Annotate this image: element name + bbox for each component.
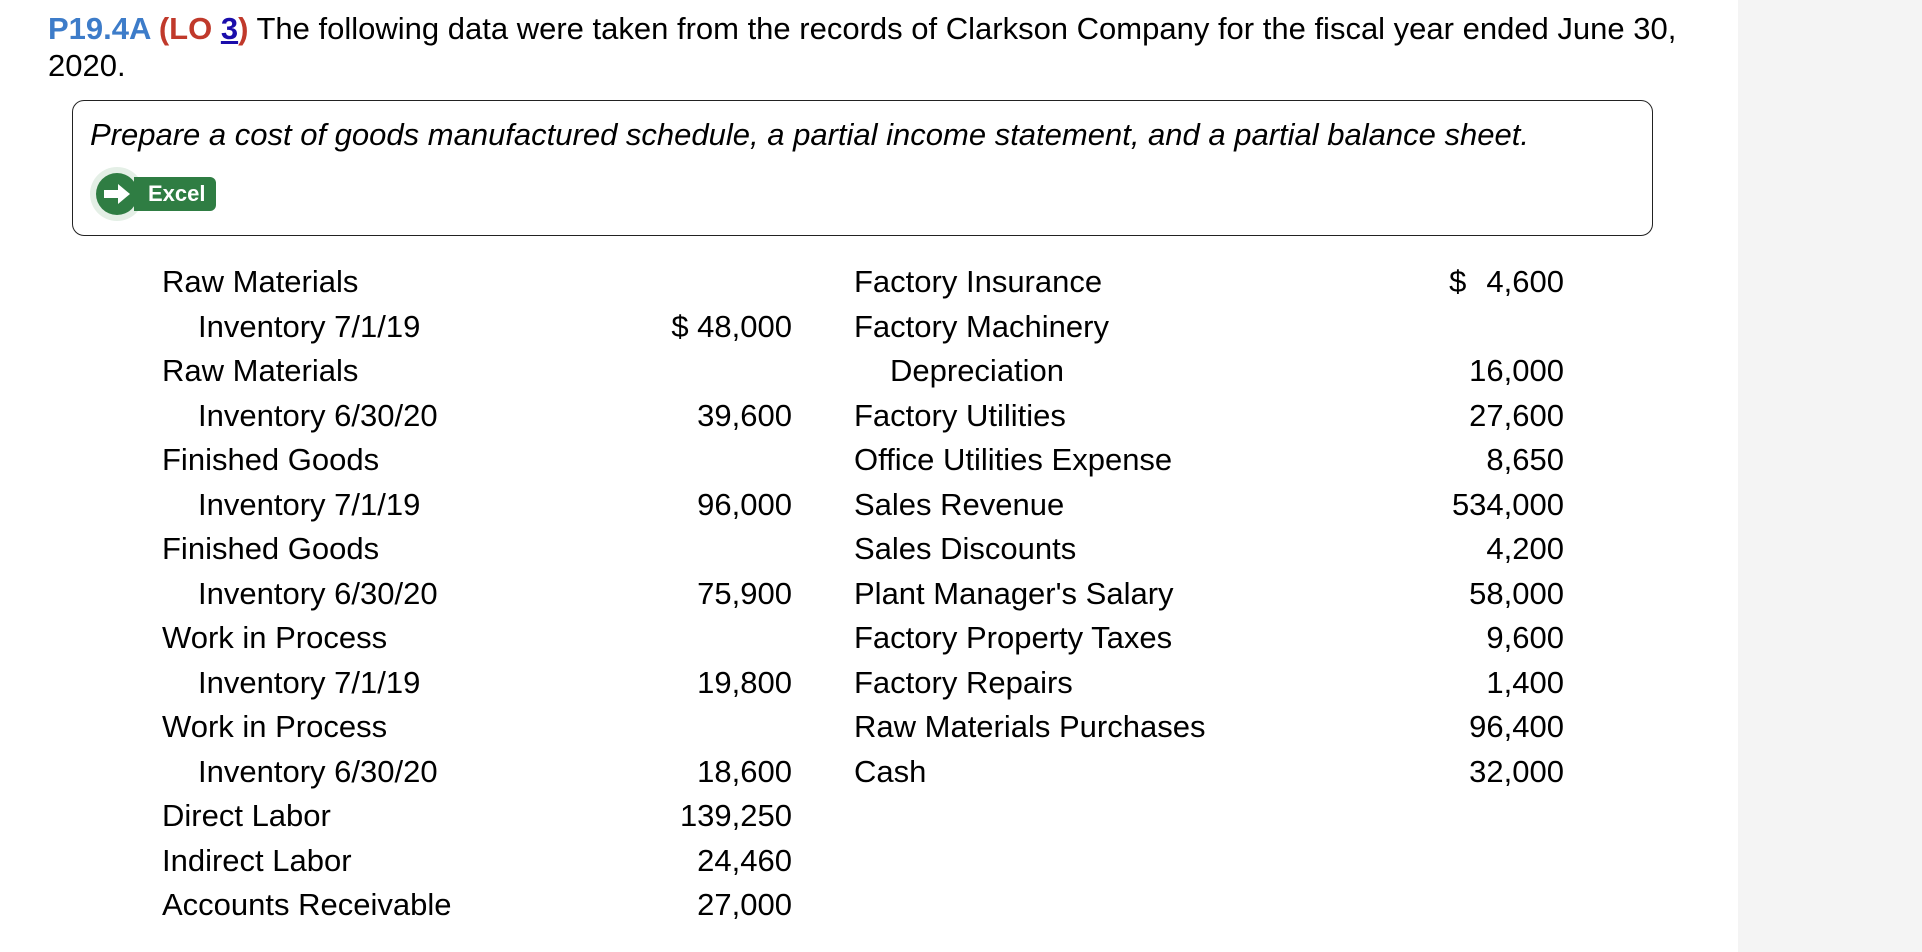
row-label: Factory Repairs [854,664,1073,700]
arrow-circle [96,173,138,215]
table-row [162,305,792,350]
row-label: Inventory 7/1/19 [198,664,421,700]
table-row [162,794,792,839]
row-label: Inventory 7/1/19 [198,486,421,522]
problem-statement: The following data were taken from the records of Clarkson Company for the fiscal year ended June 30, 2020. [48,11,1677,83]
table-row [854,438,1564,483]
table-row [162,661,792,706]
lo-open-text: (LO [150,11,221,46]
row-value: 18,600 [697,753,792,789]
cut-off-heading-mark [48,946,188,952]
row-label: Inventory 6/30/20 [198,753,438,789]
table-row [854,483,1564,528]
excel-label: Excel [134,177,216,211]
row-label: Factory Insurance [854,264,1103,299]
row-label: Finished Goods [162,531,380,566]
row-value: 96,000 [697,486,792,522]
row-label: Office Utilities Expense [854,442,1173,477]
data-table-left [162,260,792,928]
row-label: Accounts Receivable [162,887,452,922]
table-row [854,527,1564,572]
instruction-box [72,100,1653,236]
row-amount: 4,600 [1486,264,1564,299]
table-row [162,616,792,661]
row-label: Work in Process [162,709,388,744]
row-label: Sales Discounts [854,531,1077,566]
problem-heading [48,10,1688,84]
row-label: Inventory 6/30/20 [198,397,438,433]
table-row [854,572,1564,617]
table-row [854,750,1564,795]
table-row [854,394,1564,439]
currency-symbol: $ [1449,264,1467,299]
table-row [162,483,792,528]
row-label: Factory Utilities [854,397,1066,433]
row-value: 4,200 [1486,531,1564,566]
table-row [162,527,792,572]
row-value: 32,000 [1469,753,1564,789]
row-value: 534,000 [1451,486,1564,522]
problem-number: P19.4A [48,11,151,46]
row-label: Finished Goods [162,442,380,477]
table-row [162,572,792,617]
table-row [162,260,792,305]
row-label: Raw Materials Purchases [854,709,1206,744]
table-row [854,616,1564,661]
table-row [854,661,1564,706]
lo-close-text: ) [238,11,249,46]
table-row [854,305,1564,350]
table-row [162,750,792,795]
table-row [854,349,1564,394]
table-row [162,349,792,394]
row-value: 39,600 [697,397,792,433]
row-label: Factory Property Taxes [854,620,1173,655]
row-label: Direct Labor [162,798,331,833]
row-label: Depreciation [890,353,1065,388]
row-value: $ 48,000 [671,308,792,344]
learning-objective-tag [150,11,248,46]
table-row [162,705,792,750]
row-value: 96,400 [1469,709,1564,744]
table-row [162,438,792,483]
row-value: 58,000 [1469,575,1564,611]
row-value: 27,000 [697,887,792,922]
arrow-glyph [102,182,132,206]
row-value: 9,600 [1486,620,1564,655]
row-value: 27,600 [1469,397,1564,433]
row-label: Sales Revenue [854,486,1065,522]
data-table-right [854,260,1564,794]
row-label: Indirect Labor [162,842,352,878]
row-label: Plant Manager's Salary [854,575,1174,611]
learning-objective-link[interactable]: 3 [220,11,239,46]
excel-button[interactable] [90,167,234,221]
table-row [854,260,1564,305]
row-value: 1,400 [1486,664,1564,700]
table-row [162,839,792,884]
row-label: Factory Machinery [854,308,1109,344]
row-label: Cash [854,753,927,789]
row-label: Raw Materials [162,264,359,299]
row-value [1364,260,1564,305]
row-label: Work in Process [162,620,388,655]
table-row [162,394,792,439]
row-value: 8,650 [1486,442,1564,477]
instruction-text: Prepare a cost of goods manufactured schedule, a partial income statement, and a partial balance sheet. [90,117,1529,152]
row-value: 75,900 [697,575,792,611]
row-label: Inventory 6/30/20 [198,575,438,611]
table-row [162,883,792,928]
row-label: Raw Materials [162,353,359,388]
right-sidebar-panel [1738,0,1922,952]
row-value: 139,250 [679,798,792,833]
row-value: 19,800 [697,664,792,700]
row-label: Inventory 7/1/19 [198,308,421,344]
row-value: 24,460 [697,842,792,878]
row-value: 16,000 [1469,353,1564,388]
table-row [854,705,1564,750]
